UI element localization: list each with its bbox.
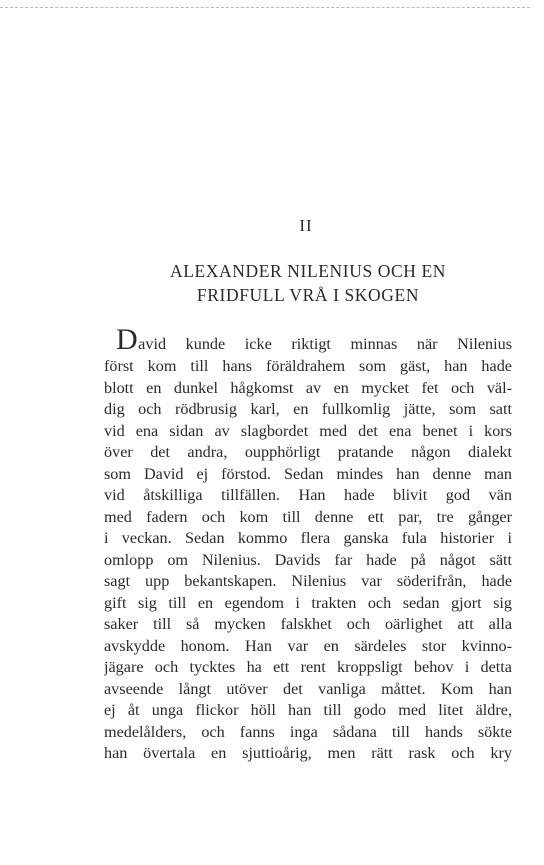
body-text xyxy=(104,323,512,765)
drop-cap: D xyxy=(116,323,139,356)
text-line: vid ena sidan av slagbordet med det ena benet i kors xyxy=(104,421,512,440)
text-line: vid åtskilliga tillfällen. Han hade blivit god vän xyxy=(104,486,512,504)
text-line: med fadern och kom till denne ett par, tre gånger xyxy=(104,507,512,526)
text-line: gift sig till en egendom i trakten och sedan gjort sig xyxy=(104,593,512,612)
chapter-title-line: FRIDFULL VRÅ I SKOGEN xyxy=(196,285,420,305)
text-line: i veckan. Sedan kommo flera ganska fula historier i xyxy=(104,529,512,547)
text-line: omlopp om Nilenius. Davids far hade på något sätt xyxy=(104,550,512,569)
text-line: blott en dunkel hågkomst av en mycket fet och väl- xyxy=(104,378,512,397)
text-line: först kom till hans föräldrahem som gäst, han hade xyxy=(104,357,512,375)
text-line: han övertala en sjuttioårig, men rätt rask och kry xyxy=(104,744,512,762)
top-scan-rule xyxy=(0,7,530,8)
text-line: sagt upp bekantskapen. Nilenius var söderifrån, hade xyxy=(104,572,512,590)
chapter-title xyxy=(104,259,512,307)
text-line: som David ej förstod. Sedan mindes han denne man xyxy=(104,464,512,483)
text-line: saker till så mycken falskhet och oärlighet att alla xyxy=(104,615,512,633)
text-line: jägare och tycktes ha ett rent kroppsligt behov i detta xyxy=(104,658,512,676)
text-line: över det andra, oupphörligt pratande någon dialekt xyxy=(104,443,512,461)
text-line: ej åt unga flickor höll han till godo med litet äldre, xyxy=(104,701,512,719)
text-line: avskydde honom. Han var en särdeles stor kvinno- xyxy=(104,636,512,655)
chapter-number: II xyxy=(299,216,313,235)
first-line-text: avid kunde icke riktigt minnas när Nilenius xyxy=(138,335,512,353)
text-line: medelålders, och fanns inga sådana till hands sökte xyxy=(104,722,512,741)
first-line xyxy=(104,323,512,356)
text-line: dig och rödbrusig karl, en fullkomlig jätte, som satt xyxy=(104,400,512,418)
chapter-title-line: ALEXANDER NILENIUS OCH EN xyxy=(169,261,446,281)
text-line: avseende långt utöver det vanliga måttet. Kom han xyxy=(104,679,512,698)
